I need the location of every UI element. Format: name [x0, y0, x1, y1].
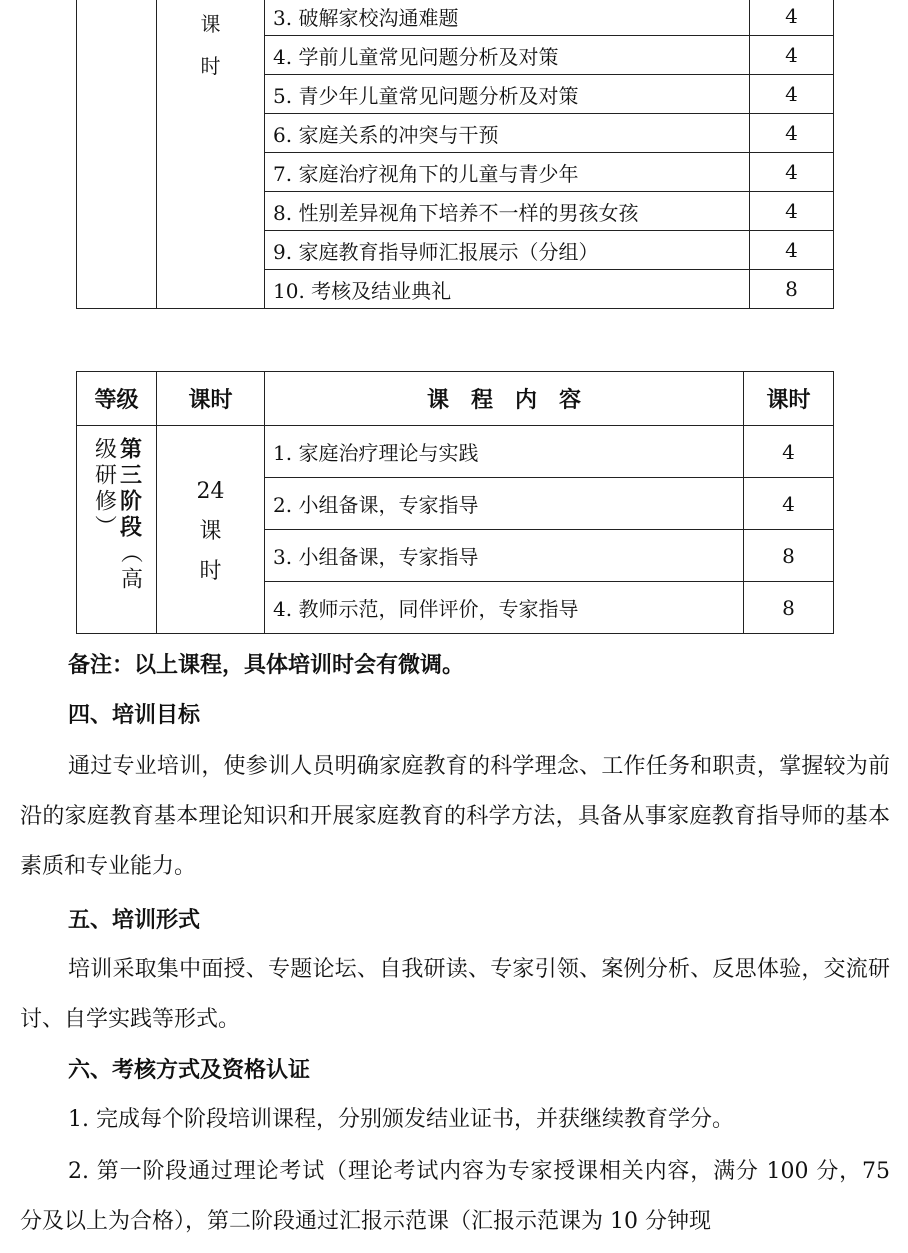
course-hours: 4: [750, 0, 834, 36]
course-item: 4. 学前儿童常见问题分析及对策: [265, 36, 750, 75]
header-level: 等级: [77, 372, 157, 426]
course-hours: 4: [744, 478, 834, 530]
course-hours: 4: [750, 231, 834, 270]
level-cell: [77, 426, 157, 634]
level-stage-desc: （高级研修）: [91, 437, 143, 593]
total-hours-number: 24: [196, 479, 225, 504]
course-hours: 4: [750, 153, 834, 192]
course-hours: 8: [750, 270, 834, 309]
course-hours: 4: [750, 36, 834, 75]
course-hours: 4: [750, 192, 834, 231]
course-item: 10. 考核及结业典礼: [265, 270, 750, 309]
course-item: 9. 家庭教育指导师汇报展示（分组）: [265, 231, 750, 270]
hours-char: 时: [200, 54, 221, 78]
header-item-hours: 课时: [744, 372, 834, 426]
course-item: 4. 教师示范，同伴评价，专家指导: [265, 582, 744, 634]
total-hours-cell: [157, 426, 265, 634]
course-item: 7. 家庭治疗视角下的儿童与青少年: [265, 153, 750, 192]
course-item: 8. 性别差异视角下培养不一样的男孩女孩: [265, 192, 750, 231]
hours-char: 课: [200, 12, 221, 36]
level-cell: [77, 0, 157, 309]
hours-cell: [157, 0, 265, 309]
course-hours: 8: [744, 582, 834, 634]
paragraph-training-format: 培训采取集中面授、专题论坛、自我研读、专家引领、案例分析、反思体验，交流研讨、自学实践等形式。: [20, 957, 890, 1032]
course-hours: 4: [750, 75, 834, 114]
course-hours: 4: [750, 114, 834, 153]
paragraph-training-goals: 通过专业培训，使参训人员明确家庭教育的科学理念、工作任务和职责，掌握较为前沿的家庭教育基本理论知识和开展家庭教育的科学方法，具备从事家庭教育指导师的基本素质和专业能力。: [20, 754, 890, 879]
heading-assessment: 六、考核方式及资格认证: [68, 1057, 311, 1083]
paragraph-assessment-2: 2. 第一阶段通过理论考试（理论考试内容为专家授课相关内容，满分 100 分，75 分及以上为合格），第二阶段通过汇报示范课（汇报示范课为 10 分钟现: [20, 1159, 890, 1234]
heading-training-format: 五、培训形式: [68, 907, 201, 933]
course-item: 5. 青少年儿童常见问题分析及对策: [265, 75, 750, 114]
course-item: 3. 小组备课，专家指导: [265, 530, 744, 582]
course-item: 2. 小组备课，专家指导: [265, 478, 744, 530]
level-stage: 第三阶段: [116, 437, 143, 541]
course-item: 6. 家庭关系的冲突与干预: [265, 114, 750, 153]
header-hours: 课时: [157, 372, 265, 426]
heading-training-goals: 四、培训目标: [68, 702, 201, 728]
course-table-continued: [76, 0, 834, 309]
course-hours: 4: [744, 426, 834, 478]
total-hours-char: 时: [199, 559, 222, 584]
course-table-stage3: [76, 371, 834, 634]
course-item: 1. 家庭治疗理论与实践: [265, 426, 744, 478]
paragraph-assessment-1: 1. 完成每个阶段培训课程，分别颁发结业证书，并获继续教育学分。: [68, 1107, 734, 1132]
course-hours: 8: [744, 530, 834, 582]
header-content: 课 程 内 容: [265, 372, 744, 426]
course-item: 3. 破解家校沟通难题: [265, 0, 750, 36]
note: 备注：以上课程，具体培训时会有微调。: [68, 652, 465, 678]
total-hours-char: 课: [199, 519, 222, 544]
